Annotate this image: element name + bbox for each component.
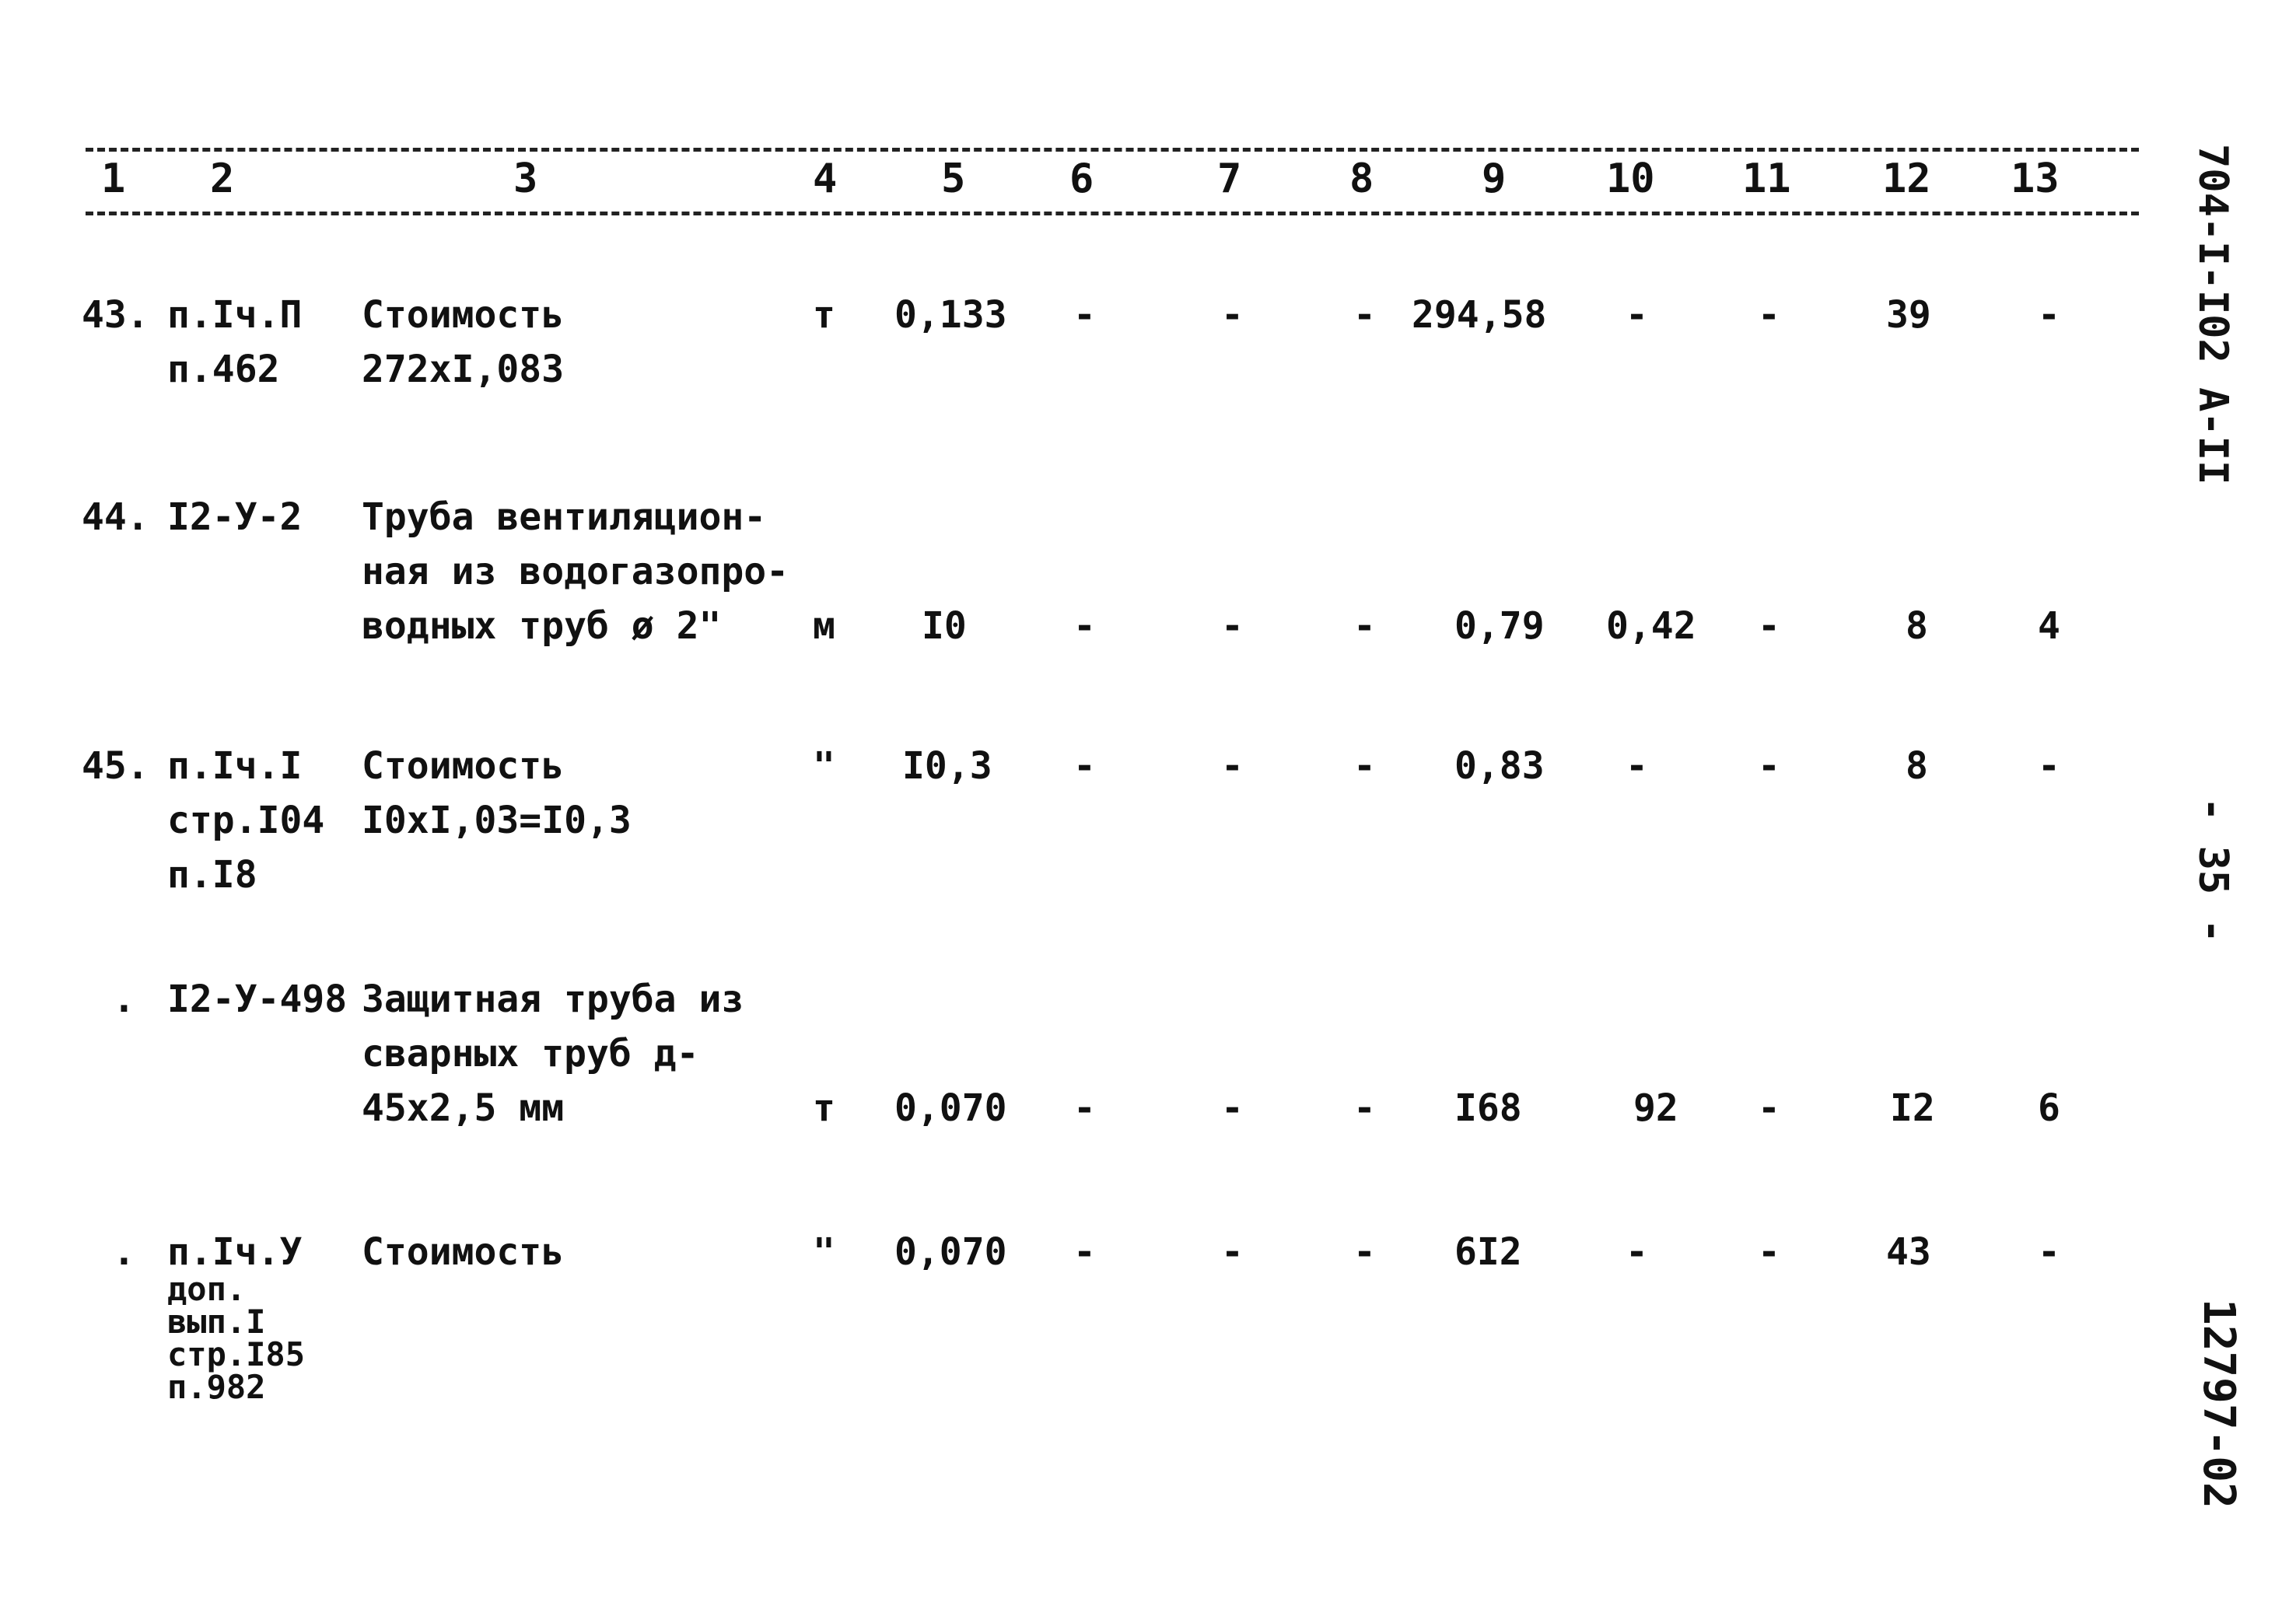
description-line: Стоимость	[362, 1230, 565, 1274]
col6-cell: -	[1073, 744, 1096, 788]
page-number-mark: - 35 -	[2189, 797, 2236, 943]
header-top-rule	[86, 148, 2139, 152]
column-header-row	[0, 156, 2296, 218]
col7-cell: -	[1221, 604, 1244, 648]
code-line: п.462	[167, 348, 280, 391]
col8-cell: -	[1353, 293, 1376, 337]
description-line: ная из водогазопро-	[362, 550, 789, 593]
col11-cell: -	[1758, 744, 1780, 788]
description-line: 45x2,5 мм	[362, 1086, 565, 1130]
col10-cell: -	[1626, 744, 1648, 788]
quantity-cell: I0,3	[902, 744, 992, 788]
col6-cell: -	[1073, 1086, 1096, 1130]
col12-cell: 43	[1886, 1230, 1931, 1274]
code-line: п.Iч.П	[167, 293, 303, 337]
col7-cell: -	[1221, 1230, 1244, 1274]
code-line: стр.I85	[167, 1335, 306, 1373]
unit-cell: "	[813, 1230, 835, 1274]
col10-cell: -	[1626, 1230, 1648, 1274]
row-number: .	[113, 1230, 135, 1274]
col-header-6: 6	[1069, 156, 1094, 202]
col9-cell: 294,58	[1412, 293, 1547, 337]
code-line: стр.I04	[167, 799, 325, 842]
col6-cell: -	[1073, 604, 1096, 648]
col11-cell: -	[1758, 293, 1780, 337]
col-header-9: 9	[1482, 156, 1507, 202]
col12-cell: I2	[1890, 1086, 1935, 1130]
description-line: Труба вентиляцион-	[362, 495, 767, 539]
col-header-13: 13	[2011, 156, 2060, 202]
code-line: I2-У-2	[167, 495, 303, 539]
header-bottom-rule	[86, 212, 2139, 215]
doc-code-mark: 704-I-I02 A-II	[2189, 144, 2236, 485]
col-header-11: 11	[1742, 156, 1791, 202]
col-header-3: 3	[513, 156, 538, 202]
code-line: доп.	[167, 1270, 247, 1308]
unit-cell: м	[813, 604, 835, 648]
col9-cell: I68	[1454, 1086, 1522, 1130]
col-header-10: 10	[1606, 156, 1655, 202]
quantity-cell: I0	[922, 604, 967, 648]
col-header-12: 12	[1882, 156, 1931, 202]
col8-cell: -	[1353, 1230, 1376, 1274]
code-line: п.I8	[167, 853, 257, 897]
col-header-2: 2	[210, 156, 235, 202]
quantity-cell: 0,133	[894, 293, 1007, 337]
col8-cell: -	[1353, 744, 1376, 788]
unit-cell: т	[813, 293, 835, 337]
col-header-5: 5	[941, 156, 966, 202]
serial-number-mark: 12797-02	[2193, 1299, 2244, 1509]
col12-cell: 8	[1906, 744, 1928, 788]
col13-cell: -	[2038, 744, 2060, 788]
description-line: Стоимость	[362, 744, 565, 788]
col11-cell: -	[1758, 604, 1780, 648]
col-header-1: 1	[101, 156, 126, 202]
code-line: п.Iч.У	[167, 1230, 303, 1274]
col9-cell: 0,83	[1454, 744, 1545, 788]
col12-cell: 8	[1906, 604, 1928, 648]
col6-cell: -	[1073, 1230, 1096, 1274]
col11-cell: -	[1758, 1230, 1780, 1274]
quantity-cell: 0,070	[894, 1086, 1007, 1130]
row-number: 44.	[82, 495, 149, 539]
col7-cell: -	[1221, 1086, 1244, 1130]
code-line: вып.I	[167, 1303, 266, 1341]
col10-cell: -	[1626, 293, 1648, 337]
col10-cell: 0,42	[1606, 604, 1696, 648]
col13-cell: 4	[2038, 604, 2060, 648]
col-header-8: 8	[1349, 156, 1374, 202]
row-number: 43.	[82, 293, 149, 337]
description-line: I0xI,03=I0,3	[362, 799, 632, 842]
row-number: 45.	[82, 744, 149, 788]
col8-cell: -	[1353, 604, 1376, 648]
col9-cell: 6I2	[1454, 1230, 1522, 1274]
col13-cell: 6	[2038, 1086, 2060, 1130]
unit-cell: т	[813, 1086, 835, 1130]
col12-cell: 39	[1886, 293, 1931, 337]
col-header-7: 7	[1217, 156, 1242, 202]
col10-cell: 92	[1633, 1086, 1678, 1130]
code-line: п.982	[167, 1368, 266, 1406]
col-header-4: 4	[813, 156, 838, 202]
description-line: Стоимость	[362, 293, 565, 337]
col11-cell: -	[1758, 1086, 1780, 1130]
col8-cell: -	[1353, 1086, 1376, 1130]
row-number: .	[113, 978, 135, 1021]
description-line: Защитная труба из	[362, 978, 744, 1021]
code-line: I2-У-498	[167, 978, 348, 1021]
quantity-cell: 0,070	[894, 1230, 1007, 1274]
col13-cell: -	[2038, 1230, 2060, 1274]
description-line: сварных труб д-	[362, 1032, 699, 1076]
col6-cell: -	[1073, 293, 1096, 337]
col13-cell: -	[2038, 293, 2060, 337]
col7-cell: -	[1221, 744, 1244, 788]
description-line: водных труб ø 2"	[362, 604, 722, 648]
description-line: 272xI,083	[362, 348, 565, 391]
col7-cell: -	[1221, 293, 1244, 337]
col9-cell: 0,79	[1454, 604, 1545, 648]
unit-cell: "	[813, 744, 835, 788]
code-line: п.Iч.I	[167, 744, 303, 788]
